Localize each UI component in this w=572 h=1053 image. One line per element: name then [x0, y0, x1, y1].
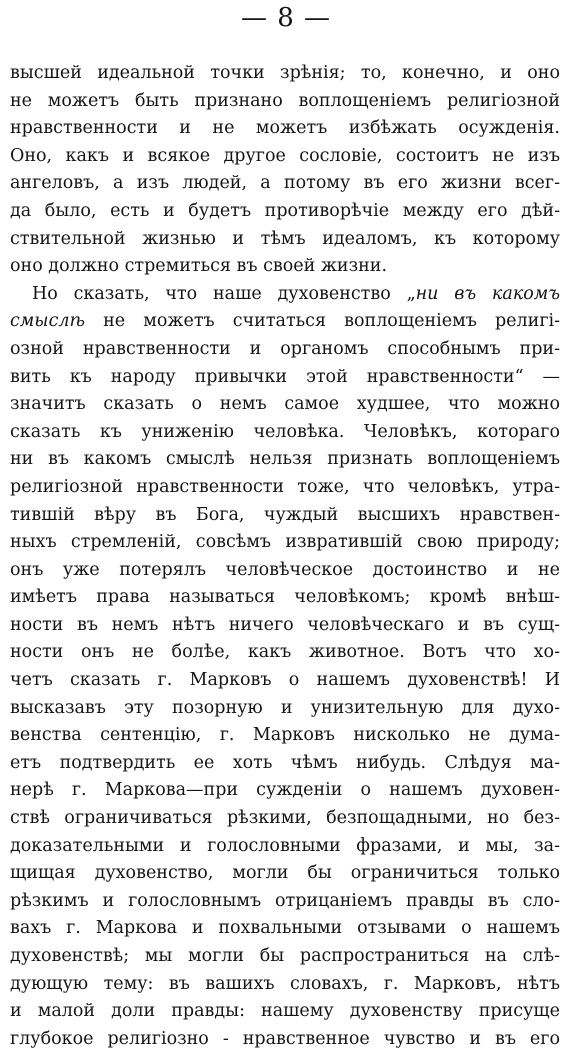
text-line: вить къ народу привычки этой нравственности“ —	[10, 366, 560, 387]
text-line: имѣетъ права называться человѣкомъ; кромѣ внѣш-	[10, 587, 560, 608]
text-line: религіозной нравственности тоже, что человѣкъ, утра-	[10, 476, 560, 497]
text-line: озной нравственности и органомъ способнымъ при-	[10, 338, 560, 359]
body-text	[10, 60, 560, 1053]
text-line: Оно, какъ и всякое другое сословіе, состоитъ не изъ	[10, 145, 560, 166]
text-line: рѣзкимъ и голословнымъ отрицаніемъ правды въ сло-	[10, 890, 560, 911]
text-line: доказательными и голословными фразами, и мы, за-	[10, 835, 560, 856]
text-line: и малой доли правды: нашему духовенству присуще	[10, 1001, 560, 1022]
text-line: глубокое религіозно - нравственное чувство и въ его	[10, 1028, 560, 1049]
text-line: ности въ немъ нѣтъ ничего человѣческаго и въ сущ-	[10, 614, 560, 635]
text-line: нравственности и не можетъ избѣжать осужденія.	[10, 118, 560, 139]
text-line: Но сказать, что наше духовенство „ни въ какомъ	[32, 283, 560, 304]
text-line: ности онъ не болѣе, какъ животное. Вотъ что хо-	[10, 642, 560, 663]
text-line: вахъ г. Маркова и похвальными отзывами о нашемъ	[10, 918, 560, 939]
text-line: ни въ какомъ смыслѣ нельзя признать воплощеніемъ	[10, 449, 560, 470]
italic-quote: смыслѣ	[10, 311, 85, 332]
text-line: ангеловъ, а изъ людей, а потому въ его жизни всег-	[10, 173, 560, 194]
text-line: смыслѣ не можетъ считаться воплощеніемъ религі-	[10, 311, 560, 332]
text-line: щищая духовенство, могли бы ограничиться только	[10, 863, 560, 884]
paragraph-2	[10, 281, 560, 1053]
text-line: высказавъ эту позорную и унизительную для духо-	[10, 697, 560, 718]
italic-quote: ни въ какомъ	[415, 283, 560, 304]
text-line: нерѣ г. Маркова—при сужденіи о нашемъ духовен-	[10, 780, 560, 801]
text-line: значитъ сказать о немъ самое худшее, что можно	[10, 394, 560, 415]
text-line: да было, есть и будетъ противорѣчіе между его дѣй-	[10, 200, 560, 221]
paragraph-1	[10, 60, 560, 281]
text-line: высшей идеальной точки зрѣнія; то, конечно, и оно	[10, 63, 560, 83]
text-line: четъ сказать г. Марковъ о нашемъ духовенствѣ! И	[10, 670, 560, 691]
text-line: оно должно стремиться въ своей жизни.	[10, 256, 388, 277]
text-line: ныхъ стремленій, совсѣмъ извратившій свою природу;	[10, 532, 560, 553]
text-line: ствительной жизнью и тѣмъ идеаломъ, къ которому	[10, 228, 560, 249]
text-line: дующую тему: въ вашихъ словахъ, г. Марковъ, нѣтъ	[10, 973, 560, 994]
text-line: духовенствѣ; мы могли бы распространиться на слѣ-	[10, 946, 560, 966]
text-line: не можетъ быть признано воплощеніемъ религіозной	[10, 90, 560, 111]
text-line: сказать къ униженію человѣка. Человѣкъ, котораго	[10, 421, 560, 442]
text-line: венства сентенцію, г. Марковъ нисколько не дума-	[10, 725, 560, 746]
text-line: онъ уже потерялъ человѣческое достоинство и не	[10, 559, 560, 580]
page-number: — 8 —	[240, 3, 332, 33]
text-line: етъ подтвердить ее хоть чѣмъ нибудь. Слѣдуя ма-	[10, 752, 560, 773]
text-line: тившій вѣру въ Бога, чуждый высшихъ нравствен-	[10, 504, 560, 525]
text-line: ствѣ ограничиваться рѣзкими, безпощадными, но без-	[10, 808, 560, 829]
